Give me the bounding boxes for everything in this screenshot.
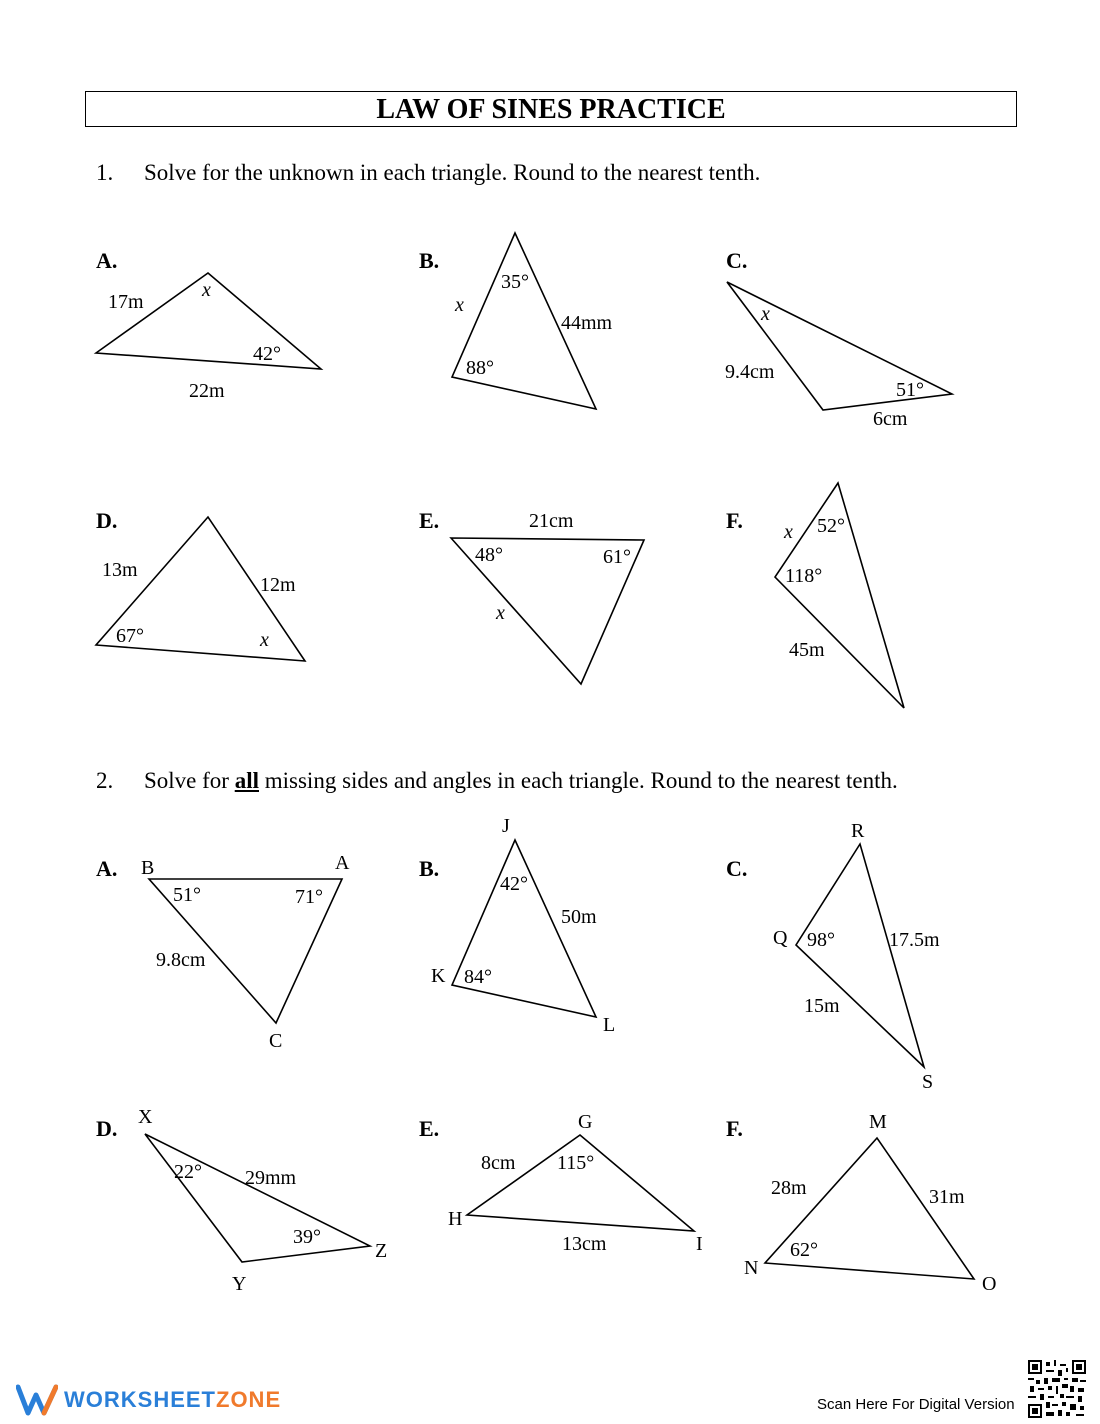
q2-a-angle2: 71° (295, 886, 323, 908)
q2-e-vertex-g: G (578, 1111, 593, 1133)
page-title: LAW OF SINES PRACTICE (85, 91, 1017, 127)
q1-a-side2: 22m (189, 380, 225, 402)
q1-d-letter: D. (96, 508, 118, 533)
q1-f-angle2: 118° (785, 565, 823, 587)
q2-f-vertex-n: N (744, 1257, 759, 1279)
q2-f-letter: F. (726, 1116, 743, 1141)
brand-part2: ZONE (216, 1387, 282, 1412)
q1-d-angle: 67° (116, 625, 144, 647)
scan-text: Scan Here For Digital Version (817, 1396, 1015, 1413)
q1-c-angle: 51° (896, 379, 924, 401)
q2-e-vertex-h: H (448, 1208, 463, 1230)
q1-c-side1: 9.4cm (725, 361, 775, 383)
question-2-text-before: Solve for (144, 768, 235, 793)
question-2-text-emphasis: all (234, 768, 259, 793)
question-1-number: 1. (96, 160, 114, 185)
q2-e-vertex-i: I (696, 1233, 703, 1255)
q1-a-side1: 17m (108, 291, 144, 313)
q2-f-vertex-o: O (982, 1273, 997, 1295)
q2-d-angle2: 39° (293, 1226, 321, 1248)
brand-name (64, 1387, 281, 1413)
q2-f-vertex-m: M (869, 1111, 887, 1133)
q1-e-letter: E. (419, 508, 440, 533)
q1-f-letter: F. (726, 508, 743, 533)
q1-d-var: x (260, 629, 269, 651)
q1-f-side: 45m (789, 639, 825, 661)
q2-f-side2: 31m (929, 1186, 965, 1208)
q2-c-angle: 98° (807, 929, 835, 951)
q1-c-letter: C. (726, 248, 748, 273)
q2-c-triangle (796, 844, 924, 1067)
qr-code-icon[interactable] (1028, 1360, 1086, 1418)
q1-e-var: x (496, 602, 505, 624)
q2-d-vertex-y: Y (232, 1273, 247, 1295)
question-1-text: Solve for the unknown in each triangle. Round to the nearest tenth. (144, 160, 761, 185)
worksheetzone-logo-icon (16, 1383, 58, 1417)
question-2-number: 2. (96, 768, 114, 793)
q2-d-side: 29mm (245, 1167, 297, 1189)
q2-a-angle1: 51° (173, 884, 201, 906)
q2-a-vertex-b: B (141, 857, 155, 879)
q1-a-letter: A. (96, 248, 118, 273)
footer-logo (16, 1380, 281, 1420)
q1-b-var: x (455, 294, 464, 316)
q1-e-angle2: 61° (603, 546, 631, 568)
brand-part1: WORKSHEET (64, 1387, 216, 1412)
q2-c-vertex-s: S (922, 1071, 934, 1093)
q2-b-vertex-k: K (431, 965, 446, 987)
q2-c-vertex-q: Q (773, 927, 788, 949)
q2-c-side2: 15m (804, 995, 840, 1017)
q1-f-var: x (784, 521, 793, 543)
q2-b-angle1: 42° (500, 873, 528, 895)
q1-b-side: 44mm (561, 312, 613, 334)
q2-d-angle1: 22° (174, 1161, 202, 1183)
q2-c-side1: 17.5m (889, 929, 940, 951)
q2-b-vertex-l: L (603, 1014, 616, 1036)
q1-e-angle1: 48° (475, 544, 503, 566)
q1-a-angle: 42° (253, 343, 281, 365)
q2-c-letter: C. (726, 856, 748, 881)
q2-b-side: 50m (561, 906, 597, 928)
q1-d-side2: 12m (260, 574, 296, 596)
q2-d-vertex-x: X (138, 1106, 153, 1128)
q1-c-side2: 6cm (873, 408, 908, 430)
q1-b-angle1: 35° (501, 271, 529, 293)
q2-b-vertex-j: J (502, 815, 510, 837)
q1-f-angle1: 52° (817, 515, 845, 537)
q2-e-letter: E. (419, 1116, 440, 1141)
q2-d-letter: D. (96, 1116, 118, 1141)
q1-d-side1: 13m (102, 559, 138, 581)
q2-e-side1: 8cm (481, 1152, 516, 1174)
q2-a-vertex-c: C (269, 1030, 283, 1052)
q2-e-triangle (467, 1135, 694, 1231)
q2-f-side1: 28m (771, 1177, 807, 1199)
q2-f-angle: 62° (790, 1239, 818, 1261)
q1-e-side: 21cm (529, 510, 574, 532)
q2-e-side2: 13cm (562, 1233, 607, 1255)
q2-a-letter: A. (96, 856, 118, 881)
q1-a-var: x (202, 279, 211, 301)
q1-c-var: x (761, 303, 770, 325)
q2-a-side: 9.8cm (156, 949, 206, 971)
q1-b-angle2: 88° (466, 357, 494, 379)
q2-d-vertex-z: Z (375, 1240, 388, 1262)
q2-c-vertex-r: R (851, 820, 865, 842)
q2-a-vertex-a: A (335, 852, 350, 874)
q2-d-triangle (145, 1134, 370, 1262)
q2-e-angle: 115° (557, 1152, 595, 1174)
question-2-text-after: missing sides and angles in each triangle. Round to the nearest tenth. (259, 768, 898, 793)
q2-b-letter: B. (419, 856, 440, 881)
q1-b-letter: B. (419, 248, 440, 273)
q2-b-triangle (452, 840, 596, 1017)
q2-b-angle2: 84° (464, 966, 492, 988)
